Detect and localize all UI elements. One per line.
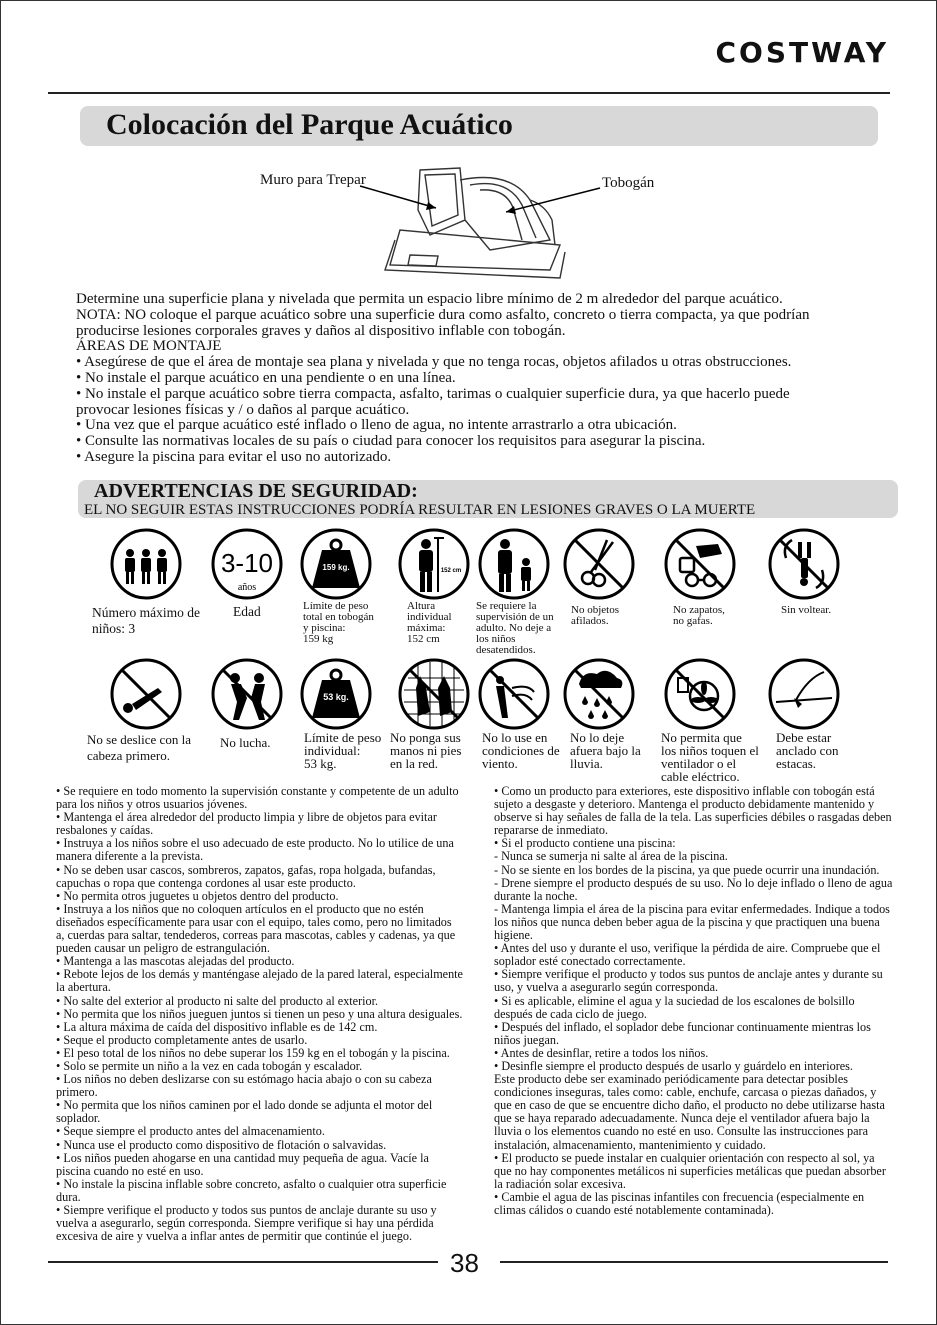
age-number: 3-10 bbox=[220, 548, 274, 578]
anchor-stakes-icon bbox=[768, 658, 840, 730]
caption-total-weight: Límite de peso total en tobogán y piscina: 159 kg bbox=[303, 600, 374, 645]
text-line: • Instruya a los niños sobre el uso adecuado de este producto. No lo utilice de una bbox=[56, 836, 454, 851]
right-column-text bbox=[494, 785, 914, 1217]
text-line: observe si hay señales de falla de la tela. Las superficies débiles o rasgadas deben bbox=[494, 810, 892, 825]
text-line: • Instruya a los niños que no coloquen artículos en el producto que no estén bbox=[56, 901, 424, 916]
text-line: - Mantenga limpia el área de la piscina para evitar enfermedades. Indique a todos bbox=[494, 901, 890, 916]
text-line: • Los niños no deben deslizarse con su estómago hacia abajo o con su cabeza bbox=[56, 1072, 432, 1087]
no-wind-icon bbox=[478, 658, 550, 730]
text-line: • Si el producto contiene una piscina: bbox=[494, 836, 676, 851]
text-line: • No se deben usar cascos, sombreros, zapatos, gafas, ropa holgada, bufandas, bbox=[56, 862, 436, 877]
text-line: resbalones y caídas. bbox=[56, 823, 154, 838]
age-word: años bbox=[237, 582, 257, 593]
no-hands-feet-net-icon bbox=[398, 658, 470, 730]
text-line: • No salte del exterior al producto ni salte del producto al exterior. bbox=[56, 993, 379, 1008]
text-line: • No instale la piscina inflable sobre concreto, asfalto o cualquier otra superficie bbox=[56, 1176, 447, 1191]
caption-max-height: Altura individual máxima: 152 cm bbox=[407, 600, 452, 645]
no-shoes-glasses-icon bbox=[664, 528, 736, 600]
text-line: • Siempre verifique el producto y todos sus puntos de anclaje durante su uso y bbox=[56, 1203, 437, 1217]
caption-no-sharp: No objetos afilados. bbox=[571, 604, 619, 627]
climbing-wall-label: Muro para Trepar bbox=[260, 172, 366, 188]
text-line: instalación, almacenamiento, mantenimiento y cuidado. bbox=[494, 1137, 766, 1152]
intro-line: • Una vez que el parque acuático esté inflado o lleno de agua, no intente arrastrarlo a otra ubicación. bbox=[76, 417, 677, 434]
text-line: • Antes del uso y durante el uso, verifique la pérdida de aire. Compruebe que el bbox=[494, 941, 881, 956]
text-line: Este producto debe ser examinado periódicamente para detectar posibles bbox=[494, 1072, 848, 1087]
text-line: • Desinfle siempre el producto después de usarlo y guárdelo en interiores. bbox=[494, 1058, 853, 1073]
text-line: piscina cuando no esté en uso. bbox=[56, 1163, 204, 1178]
text-line: • Se requiere en todo momento la supervisión constante y competente de un adulto bbox=[56, 784, 459, 798]
intro-line: ÁREAS DE MONTAJE bbox=[76, 338, 222, 355]
text-line: - Drene siempre el producto después de su uso. No lo deje inflado o lleno de agua bbox=[494, 875, 893, 890]
caption-no-net: No ponga sus manos ni pies en la red. bbox=[390, 730, 462, 771]
text-line: sujeto a desgaste y deterioro. Mantenga el producto debidamente mantenido y bbox=[494, 797, 875, 812]
text-line: la radiación solar excesiva. bbox=[494, 1176, 626, 1191]
text-line: para los niños y otros usuarios jóvenes. bbox=[56, 797, 248, 812]
intro-line: • Asegure la piscina para evitar el uso no autorizado. bbox=[76, 448, 392, 465]
header-rule bbox=[48, 92, 890, 94]
text-line: • Seque el producto completamente antes de usarlo. bbox=[56, 1032, 308, 1047]
individual-weight-icon bbox=[300, 658, 372, 730]
text-line: • Mantenga el área alrededor del producto limpia y libre de objetos para evitar bbox=[56, 810, 437, 825]
intro-line: Determine una superficie plana y nivelada que permita un espacio libre mínimo de 2 m alrededor del parque acuático. bbox=[76, 291, 783, 307]
intro-line: • Consulte las normativas locales de su país o ciudad para conocer los requisitos para asegurar la piscina. bbox=[76, 433, 706, 450]
text-line: soplador esté conectado correctamente. bbox=[494, 954, 686, 969]
text-line: soplador. bbox=[56, 1111, 101, 1126]
no-flipping-icon bbox=[768, 528, 840, 600]
text-line: uso, y vuelva a asegurarlo según corresponda. bbox=[494, 980, 719, 995]
text-line: • El producto se puede instalar en cualquier orientación con respecto al sol, ya bbox=[494, 1150, 875, 1165]
caption-no-fighting: No lucha. bbox=[220, 735, 271, 750]
title-bar bbox=[80, 106, 878, 146]
caption-no-head-first: No se deslice con la cabeza primero. bbox=[87, 732, 191, 763]
text-line: • Si es aplicable, elimine el agua y la suciedad de los escalones de bolsillo bbox=[494, 993, 855, 1008]
caption-max-children: Número máximo de niños: 3 bbox=[92, 605, 200, 636]
text-line: - No se siente en los bordes de la piscina, ya que puede ocurrir una inundación. bbox=[494, 862, 880, 877]
text-line: niños juegan. bbox=[494, 1032, 559, 1047]
intro-line: • No instale el parque acuático sobre tierra compacta, asfalto, tarimas o cualquier superficie dura, ya que hacerlo puede bbox=[76, 385, 790, 402]
page-number: 38 bbox=[450, 1248, 479, 1278]
text-line: la abertura. bbox=[56, 980, 111, 995]
height-value: 152 cm bbox=[440, 568, 462, 574]
text-line: climas cálidos o cuando esté notablemente contaminada). bbox=[494, 1203, 774, 1217]
text-line: - Nunca se sumerja ni salte al área de la piscina. bbox=[494, 849, 728, 864]
text-line: repararse de inmediato. bbox=[494, 823, 609, 838]
text-line: primero. bbox=[56, 1085, 98, 1100]
max-height-icon bbox=[398, 528, 470, 600]
text-line: diseñados específicamente para usar con el equipo, tales como, pero no limitados bbox=[56, 914, 452, 929]
caption-anchor: Debe estar anclado con estacas. bbox=[776, 730, 839, 771]
text-line: • Después del inflado, el soplador debe funcionar continuamente mientras los bbox=[494, 1019, 871, 1034]
text-line: lluvia o los elementos cuando no esté en uso. Consulte las instrucciones para bbox=[494, 1124, 869, 1139]
no-touch-blower-icon bbox=[664, 658, 736, 730]
safety-title: ADVERTENCIAS DE SEGURIDAD: bbox=[94, 480, 418, 502]
text-line: condiciones inseguras, tales como: cable, enchufe, carcasa o piezas dañados, y bbox=[494, 1085, 877, 1100]
no-fighting-icon bbox=[211, 658, 283, 730]
text-line: manera diferente a la prevista. bbox=[56, 849, 204, 864]
text-line: • Como un producto para exteriores, este dispositivo inflable con tobogán está bbox=[494, 784, 875, 798]
text-line: pueden causar un peligro de estrangulación. bbox=[56, 941, 270, 956]
text-line: que se haya reparado adecuadamente. Nunca deje el ventilador afuera bajo la bbox=[494, 1111, 870, 1126]
text-line: vuelva a asegurarlo, según corresponda. Siempre verifique si hay una pérdida bbox=[56, 1216, 434, 1231]
text-line: que en caso de que se encuentre dicho daño, el producto no debe utilizarse hasta bbox=[494, 1098, 885, 1113]
intro-line: provocar lesiones físicas y / o daños al parque acuático. bbox=[76, 401, 410, 418]
text-line: • Rebote lejos de los demás y manténgase alejado de la pared lateral, especialmente bbox=[56, 967, 463, 982]
no-head-first-icon bbox=[110, 658, 182, 730]
text-line: a, cuerdas para saltar, tendederos, correas para mascotas, cables y cadenas, ya que bbox=[56, 928, 456, 943]
no-rain-icon bbox=[563, 658, 635, 730]
total-weight-value: 159 kg. bbox=[322, 563, 350, 572]
intro-line: • Asegúrese de que el área de montaje sea plana y nivelada y que no tenga rocas, objetos afilados u otras obstrucciones. bbox=[76, 354, 792, 371]
footer-rule-left bbox=[48, 1261, 438, 1263]
three-children-icon bbox=[110, 528, 182, 600]
text-line: • No permita que los niños caminen por el lado donde se adjunta el motor del bbox=[56, 1098, 433, 1113]
adult-supervision-icon bbox=[478, 528, 550, 600]
text-line: • No permita otros juguetes u objetos dentro del producto. bbox=[56, 888, 339, 903]
caption-no-wind: No lo use en condiciones de viento. bbox=[482, 730, 560, 771]
page-title: Colocación del Parque Acuático bbox=[106, 108, 513, 141]
age-range-icon bbox=[211, 528, 283, 600]
text-line: • El peso total de los niños no debe superar los 159 kg en el tobogán y la piscina. bbox=[56, 1045, 450, 1060]
text-line: • Solo se permite un niño a la vez en cada tobogán y escalador. bbox=[56, 1058, 363, 1073]
text-line: dura. bbox=[56, 1189, 81, 1204]
caption-no-rain: No lo deje afuera bajo la lluvia. bbox=[570, 730, 641, 771]
text-line: • Siempre verifique el producto y todos sus puntos de anclaje antes y durante su bbox=[494, 967, 883, 982]
footer-rule-right bbox=[500, 1261, 888, 1263]
individual-weight-value: 53 kg. bbox=[323, 692, 349, 702]
text-line: • Mantenga a las mascotas alejadas del producto. bbox=[56, 954, 295, 969]
text-line: • No permita que los niños jueguen juntos si tienen un peso y una altura desiguales. bbox=[56, 1006, 463, 1021]
caption-age: Edad bbox=[233, 604, 261, 619]
text-line: • Nunca use el producto como dispositivo de flotación o salvavidas. bbox=[56, 1137, 387, 1152]
intro-text bbox=[76, 292, 866, 466]
caption-no-shoes: No zapatos, no gafas. bbox=[673, 604, 725, 627]
text-line: durante la noche. bbox=[494, 888, 578, 903]
text-line: • La altura máxima de caída del dispositivo inflable es de 142 cm. bbox=[56, 1019, 378, 1034]
text-line: excesiva de aire y vuelva a inflar antes de permitir que continúe el juego. bbox=[56, 1229, 412, 1244]
caption-no-blower: No permita que los niños toquen el ventilador o el cable eléctrico. bbox=[661, 730, 759, 784]
no-sharp-objects-icon bbox=[563, 528, 635, 600]
caption-no-flip: Sin voltear. bbox=[781, 604, 832, 616]
text-line: • Antes de desinflar, retire a todos los niños. bbox=[494, 1045, 709, 1060]
text-line: • Cambie el agua de las piscinas infantiles con frecuencia (especialmente en bbox=[494, 1189, 865, 1204]
text-line: • Los niños pueden ahogarse en una cantidad muy pequeña de agua. Vacíe la bbox=[56, 1150, 429, 1165]
text-line: los niños que nunca deben beber agua de la piscina y que practiquen una buena bbox=[494, 914, 880, 929]
brand-logo: COSTWAY bbox=[715, 36, 889, 69]
left-column-text bbox=[56, 785, 476, 1243]
intro-line: • No instale el parque acuático en una pendiente o en una línea. bbox=[76, 369, 456, 386]
text-line: capuchas o ropa que contenga cordones al usar este producto. bbox=[56, 875, 356, 890]
caption-individual-weight: Límite de peso individual: 53 kg. bbox=[304, 730, 382, 771]
text-line: higiene. bbox=[494, 928, 533, 943]
safety-subtitle: EL NO SEGUIR ESTAS INSTRUCCIONES PODRÍA RESULTAR EN LESIONES GRAVES O LA MUERTE bbox=[84, 502, 756, 518]
slide-label: Tobogán bbox=[602, 175, 655, 191]
intro-line: producirse lesiones corporales graves y daños al dispositivo inflable con tobogán. bbox=[76, 322, 566, 339]
intro-line: NOTA: NO coloque el parque acuático sobre una superficie dura como asfalto, concreto o tierra compacta, ya que podrían bbox=[76, 306, 810, 323]
text-line: • Seque siempre el producto antes del almacenamiento. bbox=[56, 1124, 325, 1139]
text-line: que no hay componentes metálicos ni superficies metálicas que puedan absorber bbox=[494, 1163, 886, 1178]
total-weight-icon bbox=[300, 528, 372, 600]
text-line: después de cada ciclo de juego. bbox=[494, 1006, 647, 1021]
caption-supervision: Se requiere la supervisión de un adulto. No deje a los niños desatendidos. bbox=[476, 600, 554, 656]
